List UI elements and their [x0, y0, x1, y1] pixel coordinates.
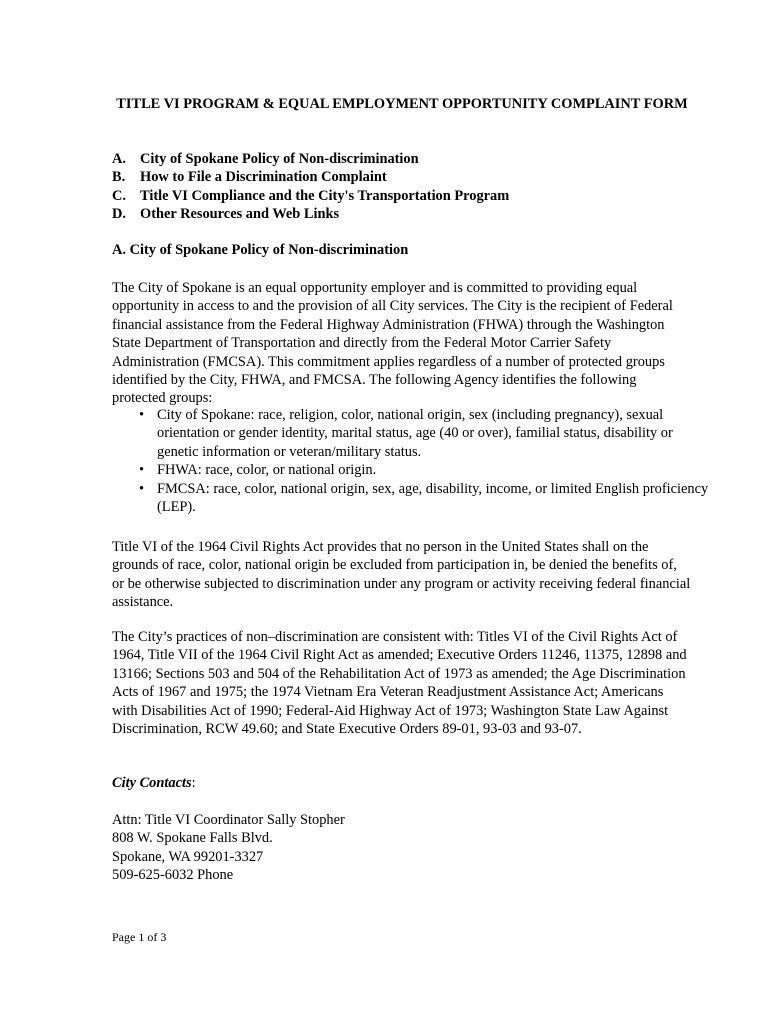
- title-vi-paragraph: Title VI of the 1964 Civil Rights Act provides that no person in the United States shall on the grounds of race, color, national origin be excluded from participation in, be denied the benefits of, or be otherwise subjected to discrimination under any program or activity receiving federal financial assistance.: [112, 539, 691, 611]
- toc-letter: C.: [112, 187, 126, 204]
- document-title: TITLE VI PROGRAM & EQUAL EMPLOYMENT OPPORTUNITY COMPLAINT FORM: [116, 96, 688, 112]
- toc-item-d: [112, 205, 509, 223]
- page-number: Page 1 of 3: [112, 930, 167, 944]
- toc-item-b: [112, 168, 509, 186]
- list-item: [112, 480, 712, 517]
- bullet-icon: •: [139, 462, 145, 479]
- toc-item-a: [112, 150, 509, 168]
- list-item: [112, 461, 712, 479]
- toc-label: Title VI Compliance and the City's Transportation Program: [140, 187, 510, 204]
- contact-address: [112, 811, 345, 885]
- protected-groups-list: [112, 406, 712, 516]
- policy-paragraph: The City of Spokane is an equal opportunity employer and is committed to providing equal opportunity in access to and the provision of all City services. The City is the recipient of Federal financial assistance from the Federal Highway Administration (FHWA) through the Washington State Department of Transportation and directly from the Federal Motor Carrier Safety Administration (FMCSA). This commitment applies regardless of a number of protected groups identified by the City, FHWA, and FMCSA. The following Agency identifies the following protected groups:: [112, 280, 673, 407]
- list-item-text: FHWA: race, color, or national origin.: [157, 462, 377, 479]
- toc-label: How to File a Discrimination Complaint: [140, 169, 387, 186]
- section-a-heading: A. City of Spokane Policy of Non-discrimination: [112, 242, 409, 258]
- toc-label: Other Resources and Web Links: [140, 206, 340, 223]
- city-contacts-heading: [112, 774, 196, 792]
- toc-letter: D.: [112, 206, 126, 223]
- toc-letter: B.: [112, 169, 126, 186]
- bullet-icon: •: [139, 480, 145, 497]
- city-contacts-colon: :: [191, 775, 196, 791]
- toc-item-c: [112, 187, 509, 205]
- contact-street: 808 W. Spokane Falls Blvd.: [112, 830, 273, 847]
- list-item-text: FMCSA: race, color, national origin, sex, age, disability, income, or limited English proficiency (LEP).: [157, 480, 709, 516]
- contact-city: Spokane, WA 99201-3327: [112, 848, 264, 865]
- table-of-contents: [112, 150, 509, 224]
- bullet-icon: •: [139, 407, 145, 423]
- toc-letter: A.: [112, 151, 126, 167]
- toc-label: City of Spokane Policy of Non-discrimination: [140, 151, 419, 167]
- list-item: [112, 406, 712, 461]
- contact-attn: Attn: Title VI Coordinator Sally Stopher: [112, 812, 345, 828]
- practices-paragraph: The City’s practices of non–discrimination are consistent with: Titles VI of the Civil Rights Act of 1964, Title VII of the 1964 Civil Right Act as amended; Executive Orders 11246, 11375, 12898 and 13166; Sections 503 and 504 of the Rehabilitation Act of 1973 as amended; the Age Discrimination Acts of 1967 and 1975; the 1974 Vietnam Era Veteran Readjustment Assistance Act; Americans with Disabilities Act of 1990; Federal-Aid Highway Act of 1973; Washington State Law Against Discrimination, RCW 49.60; and State Executive Orders 89-01, 93-03 and 93-07.: [112, 629, 687, 738]
- contact-phone: 509-625-6032 Phone: [112, 867, 234, 884]
- list-item-text: City of Spokane: race, religion, color, national origin, sex (including pregnancy), sexual orientation or gender identity, marital status, age (40 or over), familial status, disability or genetic information or veteran/military status.: [157, 407, 673, 460]
- city-contacts-label: City Contacts: [112, 775, 192, 791]
